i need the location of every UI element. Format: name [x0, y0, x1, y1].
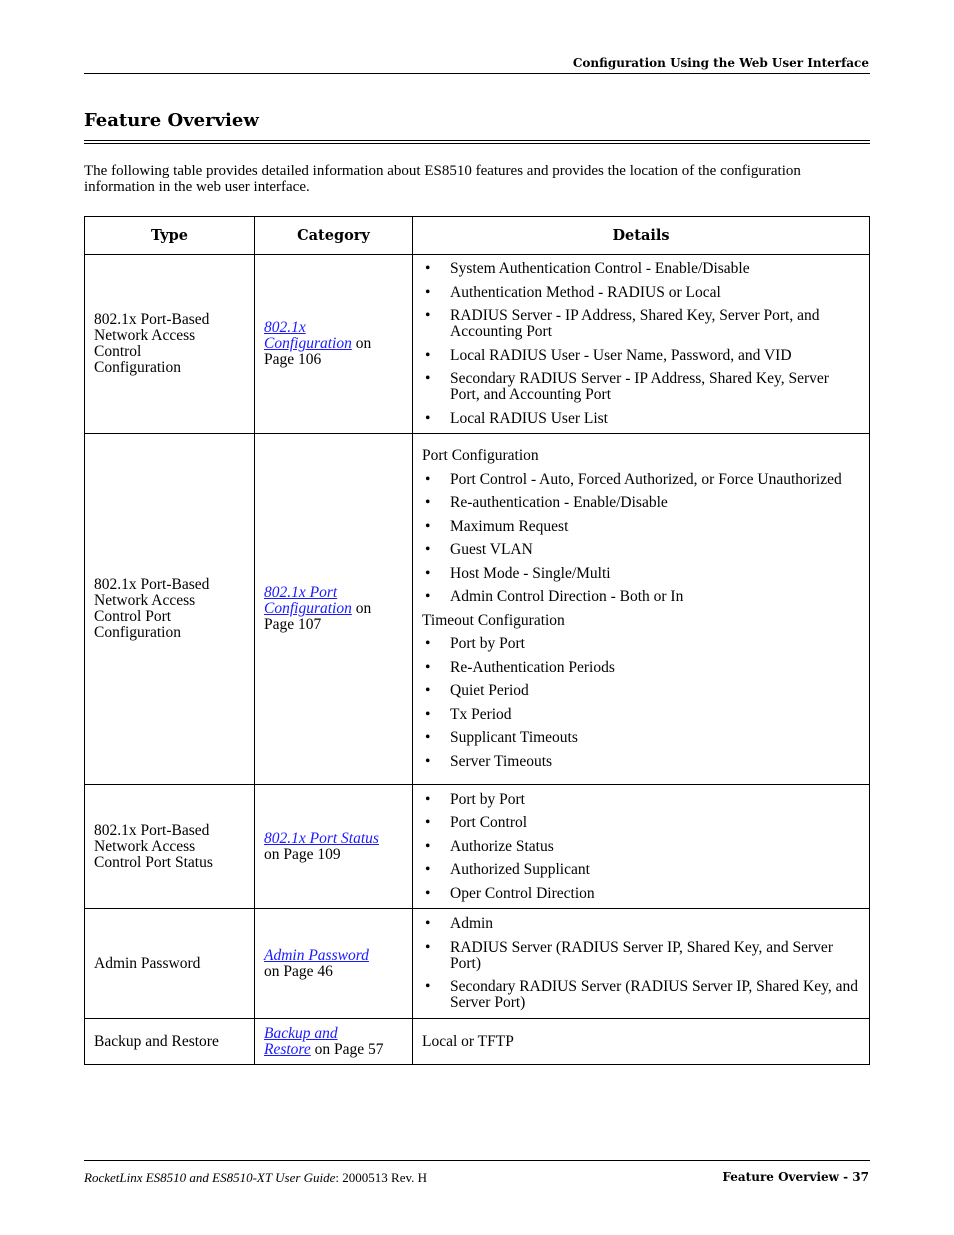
feature-table: [84, 216, 870, 1065]
details-item: • Local RADIUS User List: [422, 411, 860, 427]
table-header-row: [85, 217, 870, 255]
category-cell: [255, 434, 413, 785]
details-cell: [413, 434, 870, 785]
type-cell: [85, 255, 255, 434]
details-item: • Authentication Method - RADIUS or Local: [422, 285, 860, 301]
details-item: • Host Mode - Single/Multi: [422, 566, 860, 582]
footer-guide-title: RocketLinx ES8510 and ES8510-XT User Guide: [84, 1170, 336, 1185]
footer-doc-title: [84, 1170, 427, 1186]
details-item: • Oper Control Direction: [422, 886, 860, 902]
category-page: on Page 109: [264, 845, 341, 863]
details-item: • Port Control - Auto, Forced Authorized, or Force Unauthorized: [422, 472, 860, 488]
details-cell: [413, 785, 870, 909]
intro-paragraph: The following table provides detailed information about ES8510 features and provides the location of the configuration information in the web user interface.: [84, 163, 801, 195]
type-line: Network Access: [94, 592, 196, 609]
category-link-backup-and-restore[interactable]: Backup and Restore: [264, 1024, 338, 1058]
details-item: • Authorize Status: [422, 839, 860, 855]
column-header-details: Details: [413, 217, 870, 255]
category-page: on Page 46: [264, 962, 333, 980]
details-item: • Port by Port: [422, 792, 860, 808]
details-item: • Tx Period: [422, 707, 860, 723]
category-link-8021x-port-status[interactable]: 802.1x Port Status: [264, 829, 379, 847]
details-list: [422, 916, 860, 1011]
type-line: Control Port Status: [94, 853, 213, 871]
details-subheading: Timeout Configuration: [422, 611, 565, 629]
table-row: [85, 785, 870, 909]
table-row: [85, 434, 870, 785]
type-line: Network Access: [94, 327, 196, 344]
footer-page-label: Feature Overview - 37: [722, 1170, 869, 1184]
type-line: Control Port: [94, 608, 172, 625]
details-list: [422, 792, 860, 902]
details-item: • Port Control: [422, 815, 860, 831]
category-suffix: on: [351, 600, 372, 617]
type-cell: [85, 1019, 255, 1065]
details-item: • Port by Port: [422, 636, 860, 652]
details-item: • Secondary RADIUS Server - IP Address, Shared Key, Server Port, and Accounting Port: [422, 371, 860, 403]
type-line: 802.1x Port-Based: [94, 576, 210, 593]
details-list: [422, 636, 860, 770]
type-line: Network Access: [94, 837, 196, 855]
category-cell: [255, 1019, 413, 1065]
category-cell: [255, 255, 413, 434]
details-item: • Supplicant Timeouts: [422, 730, 860, 746]
details-item: • Quiet Period: [422, 683, 860, 699]
column-header-category: Category: [255, 217, 413, 255]
section-title: Feature Overview: [84, 110, 259, 131]
footer-doc-number: : 2000513 Rev. H: [335, 1170, 428, 1185]
category-link-8021x-port-configuration[interactable]: 802.1x Port Configuration: [264, 584, 352, 617]
category-cell: [255, 785, 413, 909]
details-list: [422, 472, 860, 606]
category-page: Page 107: [264, 616, 322, 633]
title-double-rule: [84, 140, 870, 144]
header-rule: [84, 73, 870, 74]
details-item: • RADIUS Server (RADIUS Server IP, Shared Key, and Server Port): [422, 940, 860, 972]
details-item: • System Authentication Control - Enable/Disable: [422, 261, 860, 277]
table-row: [85, 1019, 870, 1065]
footer-rule: [84, 1160, 870, 1161]
details-item: • RADIUS Server - IP Address, Shared Key, Server Port, and Accounting Port: [422, 308, 860, 340]
type-line: Admin Password: [94, 954, 201, 972]
details-cell: [413, 255, 870, 434]
running-header: Configuration Using the Web User Interface: [572, 56, 869, 70]
category-page: Page 106: [264, 351, 322, 368]
table-row: [85, 255, 870, 434]
details-cell: [413, 909, 870, 1019]
type-line: 802.1x Port-Based: [94, 821, 210, 839]
type-cell: [85, 785, 255, 909]
details-item: • Guest VLAN: [422, 542, 860, 558]
details-item: • Secondary RADIUS Server (RADIUS Server IP, Shared Key, and Server Port): [422, 979, 860, 1011]
details-item: • Re-Authentication Periods: [422, 660, 860, 676]
type-line: Backup and Restore: [94, 1032, 219, 1050]
details-item: • Admin Control Direction - Both or In: [422, 589, 860, 605]
table-row: [85, 909, 870, 1019]
details-item: • Authorized Supplicant: [422, 862, 860, 878]
details-item: • Admin: [422, 916, 860, 932]
type-cell: [85, 434, 255, 785]
type-line: Control: [94, 343, 142, 360]
column-header-type: Type: [85, 217, 255, 255]
type-line: Configuration: [94, 624, 181, 641]
type-line: Configuration: [94, 359, 181, 376]
details-item: • Maximum Request: [422, 519, 860, 535]
details-subheading: Port Configuration: [422, 447, 539, 465]
type-line: 802.1x Port-Based: [94, 311, 210, 328]
type-cell: [85, 909, 255, 1019]
category-link-8021x-configuration[interactable]: 802.1x Configuration: [264, 319, 352, 352]
category-link-admin-password[interactable]: Admin Password: [264, 946, 369, 964]
details-text: Local or TFTP: [422, 1032, 514, 1050]
details-item: • Server Timeouts: [422, 754, 860, 770]
category-cell: [255, 909, 413, 1019]
details-cell: [413, 1019, 870, 1065]
details-item: • Local RADIUS User - User Name, Password, and VID: [422, 348, 860, 364]
details-list: [422, 261, 860, 427]
category-suffix: on: [351, 335, 372, 352]
category-suffix: on Page 57: [310, 1040, 384, 1058]
details-item: • Re-authentication - Enable/Disable: [422, 495, 860, 511]
